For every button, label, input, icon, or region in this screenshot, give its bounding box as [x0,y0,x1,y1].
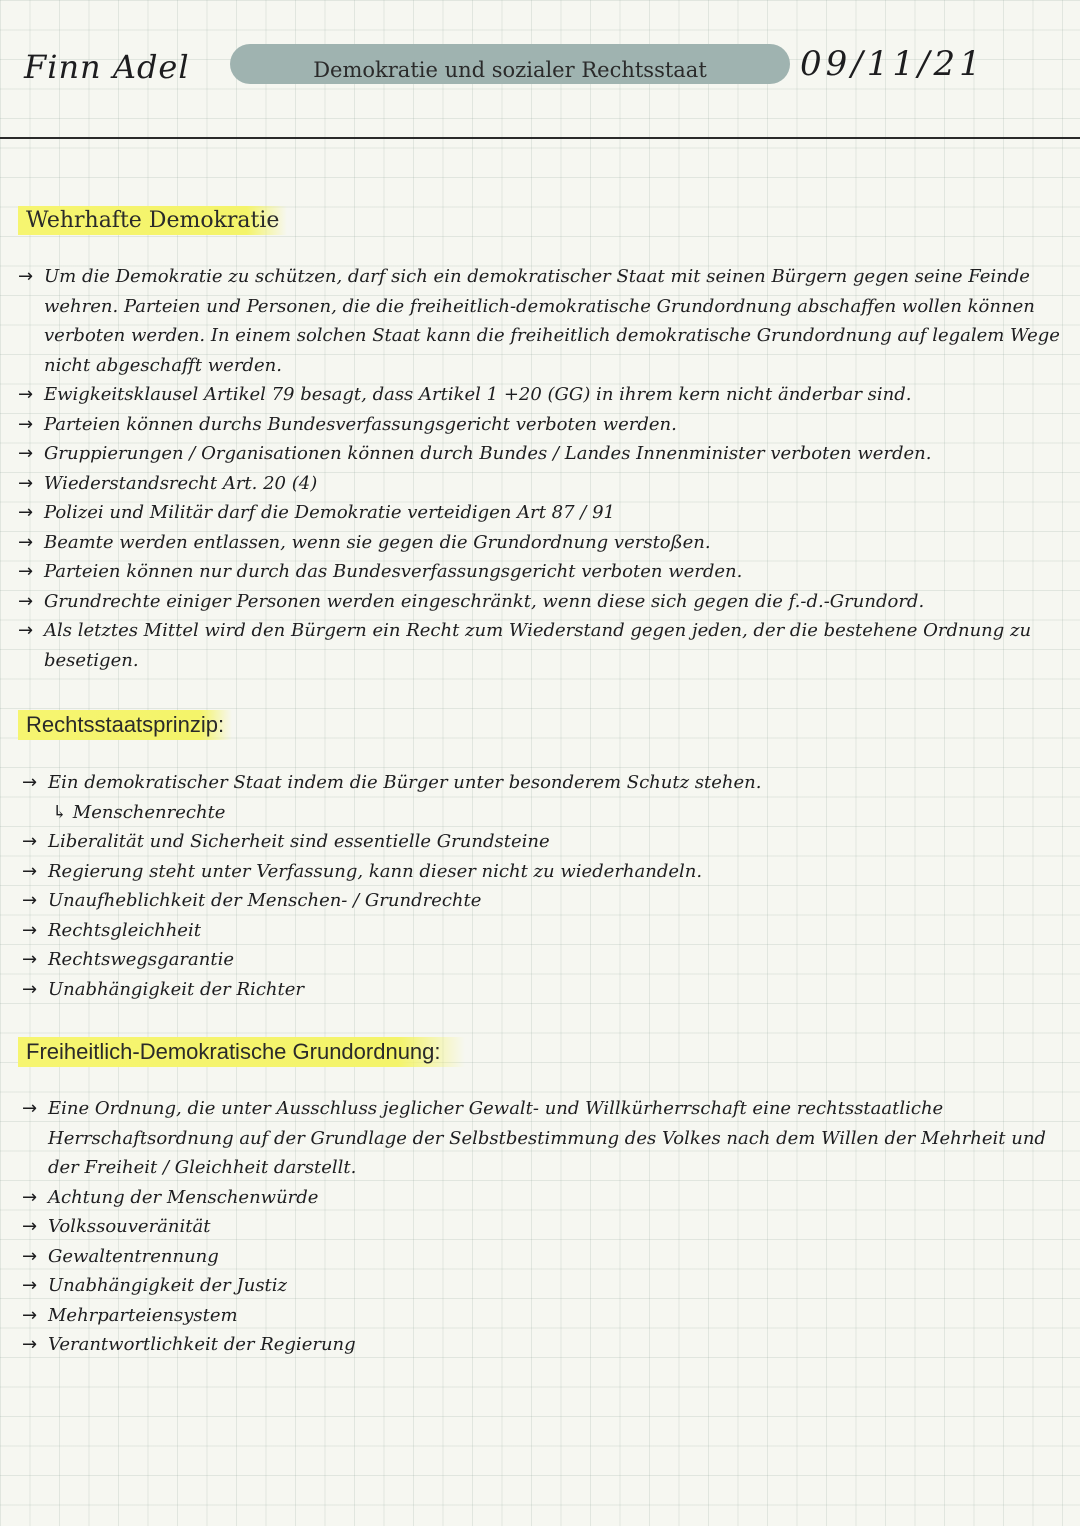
list-item: → Verantwortlichkeit der Regierung [18,1330,1070,1360]
note-date: 09/11/21 [800,44,985,84]
list-item: → Eine Ordnung, die unter Ausschluss jeglicher Gewalt- und Willkürherrschaft eine rechtsstaatliche Herrschaftsordnung auf der Grundlage der Selbstbestimmung des Volkes nach dem Willen der Mehrheit und der Freiheit / Gleichheit darstellt. [18,1094,1070,1183]
list-item: → Gruppierungen / Organisationen können durch Bundes / Landes Innenminister verboten werden. [18,439,1070,469]
section-heading-wehrhafte-demokratie: Wehrhafte Demokratie [18,206,287,235]
arrow-icon: → [22,1245,38,1267]
page-title: Demokratie und sozialer Rechtsstaat [230,44,790,84]
arrow-icon: → [22,919,38,941]
list-item: → Ein demokratischer Staat indem die Bürger unter besonderem Schutz stehen. [18,768,1070,798]
list-item: → Mehrparteiensystem [18,1301,1070,1331]
arrow-icon: → [18,620,34,641]
list-item: → Wiederstandsrecht Art. 20 (4) [18,469,1070,499]
list-item: → Achtung der Menschenwürde [18,1183,1070,1213]
list-item: → Polizei und Militär darf die Demokratie verteidigen Art 87 / 91 [18,498,1070,528]
arrow-icon: → [22,1304,38,1326]
arrow-icon: → [22,860,38,882]
arrow-icon: → [22,1098,38,1119]
list-item: → Parteien können nur durch das Bundesverfassungsgericht verboten werden. [18,557,1070,587]
list-item: → Regierung steht unter Verfassung, kann dieser nicht zu wiederhandeln. [18,857,1070,887]
list-item: → Grundrechte einiger Personen werden eingeschränkt, wenn diese sich gegen die f.-d.-Grundord. [18,587,1070,617]
list-item: → Parteien können durchs Bundesverfassungsgericht verboten werden. [18,410,1070,440]
list-item: → Rechtsgleichheit [18,916,1070,946]
list-item: → Liberalität und Sicherheit sind essentielle Grundsteine [18,827,1070,857]
list-item: → Volkssouveränität [18,1212,1070,1242]
list-item: → Unabhängigkeit der Richter [18,975,1070,1005]
section-fdgo [18,1094,1070,1360]
sub-item: ↳ Menschenrechte [52,801,226,823]
arrow-icon: → [22,1186,38,1208]
section-heading-rechtsstaatsprinzip: Rechtsstaatsprinzip: [18,710,232,740]
arrow-icon: → [18,384,34,405]
arrow-icon: → [22,1275,38,1296]
arrow-icon: → [18,531,34,553]
list-item: → Als letztes Mittel wird den Bürgern ein Recht zum Wiederstand gegen jeden, der die bestehene Ordnung zu besetigen. [18,616,1070,675]
section-rechtsstaatsprinzip [18,768,1070,1004]
arrow-icon: → [18,502,34,523]
arrow-icon: → [22,772,38,793]
arrow-icon: → [18,413,34,435]
author-name: Finn Adel [24,48,190,86]
list-item: → Ewigkeitsklausel Artikel 79 besagt, dass Artikel 1 +20 (GG) in ihrem kern nicht änderbar sind. [18,380,1070,410]
section-heading-fdgo: Freiheitlich-Demokratische Grundordnung: [18,1037,465,1067]
arrow-icon: → [22,890,38,911]
arrow-icon: → [18,590,34,612]
list-item: → Gewaltentrennung [18,1242,1070,1272]
list-item: → Um die Demokratie zu schützen, darf sich ein demokratischer Staat mit seinen Bürgern gegen seine Feinde wehren. Parteien und Personen, die die freiheitlich-demokratische Grundordnung abschaffen wollen können verboten werden. In einem solchen Staat kann die freiheitlich demokratische Grundordnung auf legalem Wege nicht abgeschafft werden. [18,262,1070,380]
arrow-icon: → [18,561,34,582]
arrow-icon: → [22,1216,38,1237]
arrow-icon: → [18,472,34,494]
arrow-icon: → [22,1334,38,1355]
list-item: → Rechtswegsgarantie [18,945,1070,975]
section-wehrhafte-demokratie [18,262,1070,675]
list-item: → Beamte werden entlassen, wenn sie gegen die Grundordnung verstoßen. [18,528,1070,558]
arrow-icon: → [22,831,38,852]
list-item: → Unabhängigkeit der Justiz [18,1271,1070,1301]
arrow-icon: → [18,443,34,464]
header-divider [0,137,1080,139]
arrow-icon: → [22,949,38,970]
arrow-icon: → [22,978,38,1000]
list-item: → Unaufheblichkeit der Menschen- / Grundrechte [18,886,1070,916]
arrow-icon: → [18,266,34,287]
